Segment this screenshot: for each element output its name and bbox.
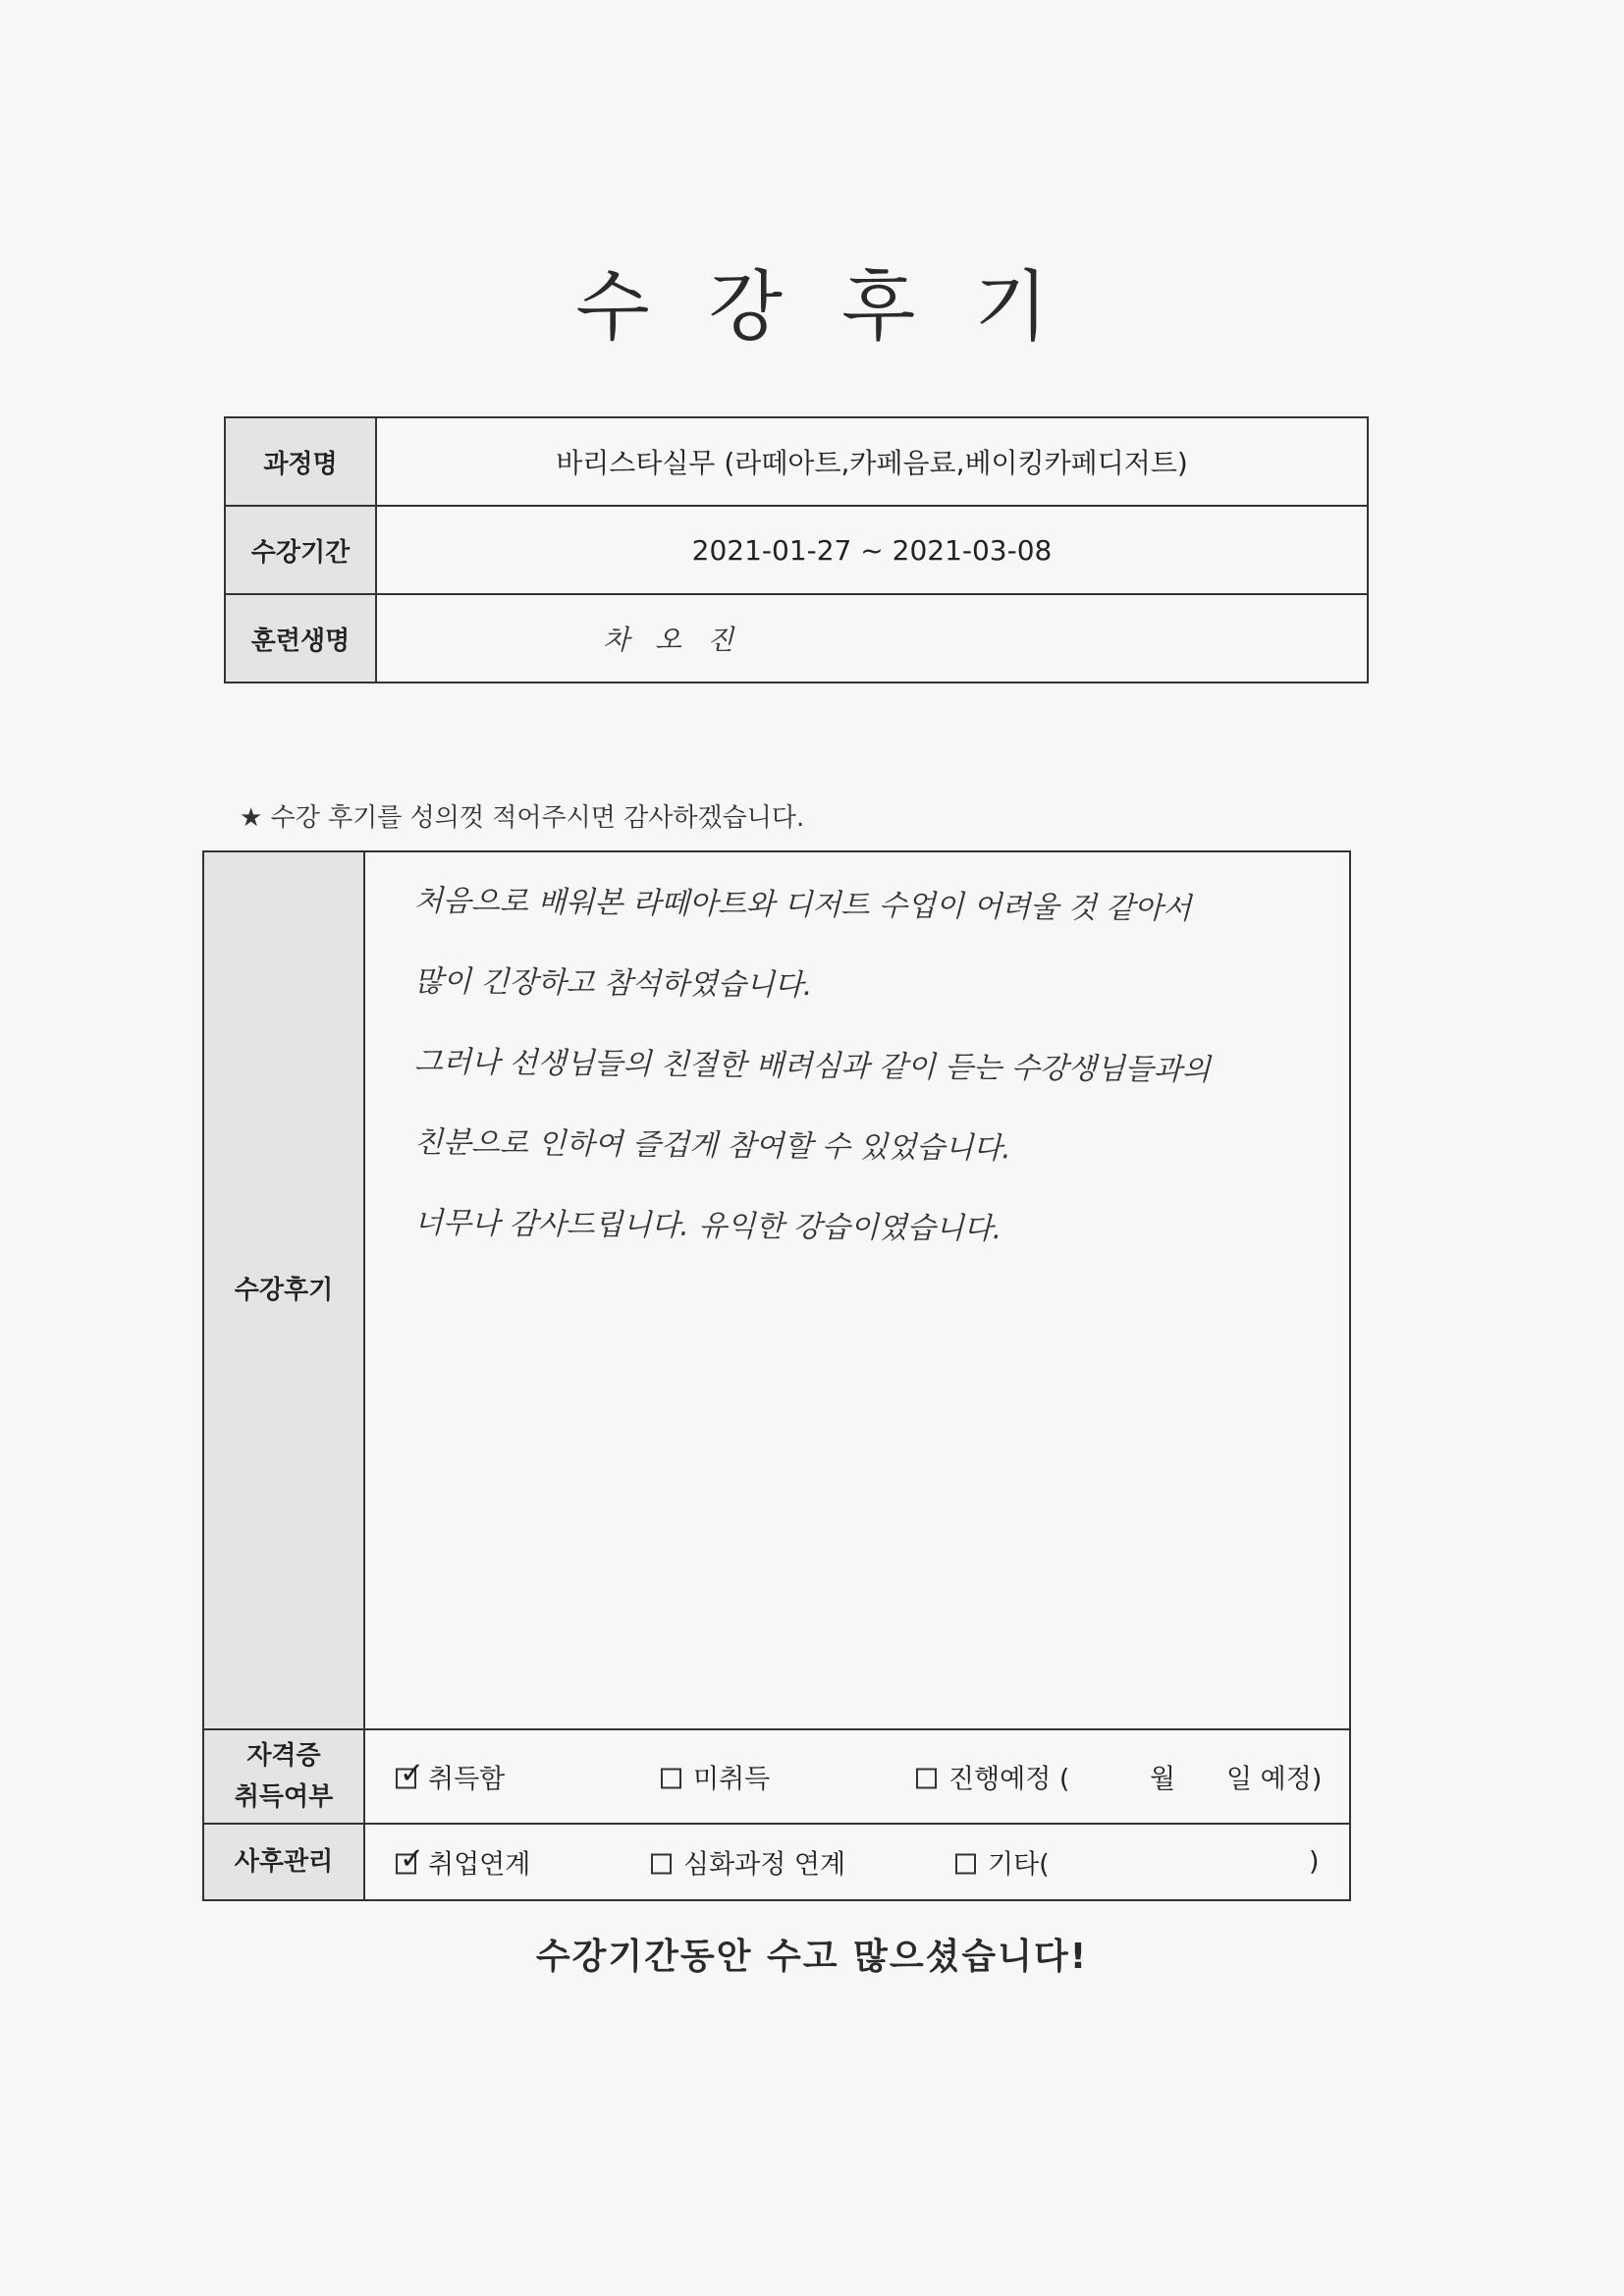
aftercare-job-option[interactable] xyxy=(396,1843,530,1882)
checkbox-icon[interactable] xyxy=(916,1769,937,1789)
aftercare-other-option[interactable] xyxy=(955,1843,1050,1882)
checkbox-checked-icon[interactable] xyxy=(396,1854,416,1875)
cert-not-obtained-option[interactable] xyxy=(661,1758,770,1796)
review-line: 친분으로 인하여 즐겁게 참여할 수 있었습니다. xyxy=(413,1125,1011,1167)
course-label: 과정명 xyxy=(225,417,376,506)
instruction-note: ★ 수강 후기를 성의껏 적어주시면 감사하겠습니다. xyxy=(240,803,805,833)
checkbox-icon[interactable] xyxy=(955,1854,976,1875)
period-value: 2021-01-27 ~ 2021-03-08 xyxy=(376,506,1368,594)
certification-label xyxy=(203,1729,364,1824)
checkbox-checked-icon[interactable] xyxy=(396,1769,416,1789)
cert-obtained-option[interactable] xyxy=(396,1758,505,1796)
period-row xyxy=(225,506,1368,594)
review-table xyxy=(202,850,1351,1901)
aftercare-options xyxy=(364,1824,1350,1900)
aftercare-job-label: 취업연계 xyxy=(428,1849,531,1881)
checkbox-icon[interactable] xyxy=(661,1769,681,1789)
certification-label-line2: 취득여부 xyxy=(234,1782,334,1812)
review-row xyxy=(203,851,1350,1729)
cert-planned-day: 일 예정) xyxy=(1226,1764,1323,1795)
trainee-name-handwritten: 차오진 xyxy=(376,594,1368,683)
trainee-row xyxy=(225,594,1368,683)
review-content xyxy=(364,851,1350,1729)
footer-message: 수강기간동안 수고 많으셨습니다! xyxy=(535,1937,1089,1977)
aftercare-advanced-option[interactable] xyxy=(651,1843,845,1882)
cert-planned-month: 월 xyxy=(1150,1764,1176,1795)
course-row xyxy=(225,417,1368,506)
review-line: 처음으로 배워본 라떼아트와 디저트 수업이 어려울 것 같아서 xyxy=(413,884,1192,927)
aftercare-label: 사후관리 xyxy=(203,1824,364,1900)
course-info-table xyxy=(224,416,1369,683)
cert-planned-option[interactable] xyxy=(916,1758,1069,1796)
certification-label-line1: 자격증 xyxy=(246,1741,321,1771)
review-line: 그러나 선생님들의 친절한 배려심과 같이 듣는 수강생님들과의 xyxy=(413,1045,1211,1088)
aftercare-other-label: 기타( xyxy=(988,1849,1050,1881)
course-value: 바리스타실무 (라떼아트,카페음료,베이킹카페디저트) xyxy=(376,417,1368,506)
cert-planned-label: 진행예정 ( xyxy=(948,1764,1070,1795)
period-label: 수강기간 xyxy=(225,506,376,594)
cert-not-obtained-label: 미취득 xyxy=(693,1764,771,1795)
certification-row xyxy=(203,1729,1350,1824)
cert-obtained-label: 취득함 xyxy=(428,1764,506,1795)
aftercare-row xyxy=(203,1824,1350,1900)
trainee-label: 훈련생명 xyxy=(225,594,376,683)
aftercare-other-close: ) xyxy=(1309,1846,1320,1878)
review-label: 수강후기 xyxy=(203,851,364,1729)
review-line: 많이 긴장하고 참석하였습니다. xyxy=(413,964,813,1004)
review-line: 너무나 감사드립니다. 유익한 강습이였습니다. xyxy=(413,1206,1002,1247)
aftercare-advanced-label: 심화과정 연계 xyxy=(683,1849,846,1881)
checkbox-icon[interactable] xyxy=(651,1854,672,1875)
certification-options xyxy=(364,1729,1350,1824)
page-title: 수강후기 xyxy=(575,263,1108,352)
